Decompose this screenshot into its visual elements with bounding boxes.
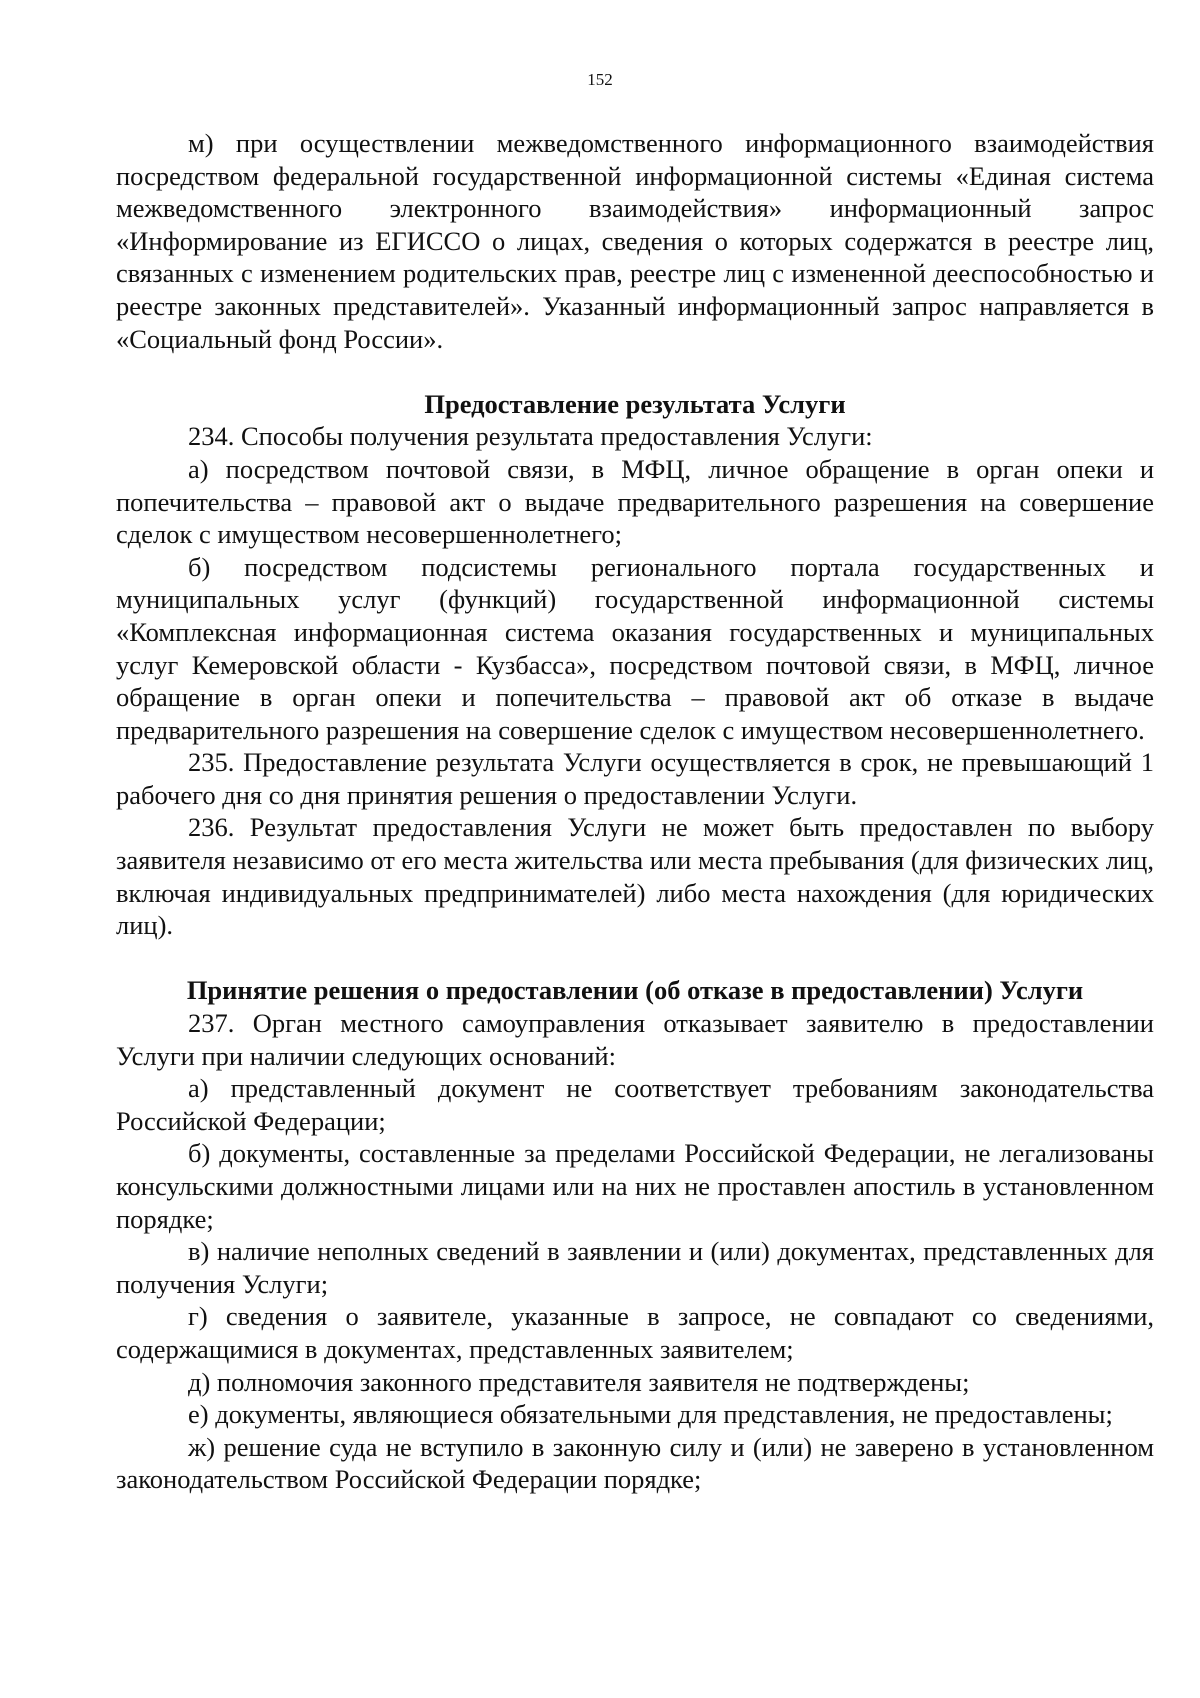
heading-result-provision: Предоставление результата Услуги	[424, 388, 846, 419]
heading-decision: Принятие решения о предоставлении (об отказе в предоставлении) Услуги	[186, 975, 1084, 1006]
paragraph-237-g: г) сведения о заявителе, указанные в запросе, не совпадают со сведениями, содержащимися в документах, представленных заявителем;	[116, 1301, 1154, 1364]
paragraph-m-egisso: м) при осуществлении межведомственного информационного взаимодействия посредством федеральной государственной информационной системы «Единая система межведомственного электронного взаимодействия» информационный запрос «Информирование из ЕГИССО о лицах, сведения о которых содержатся в реестре лиц, связанных с изменением родительских прав, реестре лиц с измененной дееспособностью и реестре законных представителей». Указанный информационный запрос направляется в «Социальный фонд России».	[116, 128, 1154, 354]
document-body	[116, 127, 1154, 1496]
paragraph-234: 234. Способы получения результата предоставления Услуги:	[188, 421, 873, 452]
paragraph-236: 236. Результат предоставления Услуги не может быть предоставлен по выбору заявителя независимо от его места жительства или места пребывания (для физических лиц, включая индивидуальных предпринимателей) либо места нахождения (для юридических лиц).	[116, 812, 1154, 941]
spacer	[116, 942, 1154, 975]
paragraph-237-b: б) документы, составленные за пределами Российской Федерации, не легализованы консульскими должностными лицами или на них не проставлен апостиль в установленном порядке;	[116, 1138, 1154, 1234]
paragraph-237-d: д) полномочия законного представителя заявителя не подтверждены;	[188, 1366, 970, 1397]
paragraph-234-a: а) посредством почтовой связи, в МФЦ, личное обращение в орган опеки и попечительства – правовой акт о выдаче предварительного разрешения на совершение сделок с имуществом несовершеннолетнего;	[116, 453, 1154, 550]
spacer	[116, 355, 1154, 388]
paragraph-237-v: в) наличие неполных сведений в заявлении и (или) документах, представленных для получения Услуги;	[116, 1236, 1154, 1299]
paragraph-237: 237. Орган местного самоуправления отказывает заявителю в предоставлении Услуги при наличии следующих оснований:	[116, 1008, 1154, 1071]
page-number: 152	[587, 70, 613, 89]
paragraph-237-e: е) документы, являющиеся обязательными для представления, не предоставлены;	[188, 1399, 1113, 1430]
paragraph-237-zh: ж) решение суда не вступило в законную силу и (или) не заверено в установленном законодательством Российской Федерации порядке;	[116, 1431, 1154, 1495]
paragraph-234-b: б) посредством подсистемы регионального портала государственных и муниципальных услуг (функций) государственной информационной системы «Комплексная информационная система оказания государственных и муниципальных услуг Кемеровской области - Кузбасса», посредством почтовой связи, в МФЦ, личное обращение в орган опеки и попечительства – правовой акт об отказе в выдаче предварительного разрешения на совершение сделок с имуществом несовершеннолетнего.	[116, 551, 1154, 745]
paragraph-237-a: а) представленный документ не соответствует требованиям законодательства Российской Федерации;	[116, 1073, 1154, 1136]
paragraph-235: 235. Предоставление результата Услуги осуществляется в срок, не превышающий 1 рабочего дня со дня принятия решения о предоставлении Услуги.	[116, 747, 1154, 810]
